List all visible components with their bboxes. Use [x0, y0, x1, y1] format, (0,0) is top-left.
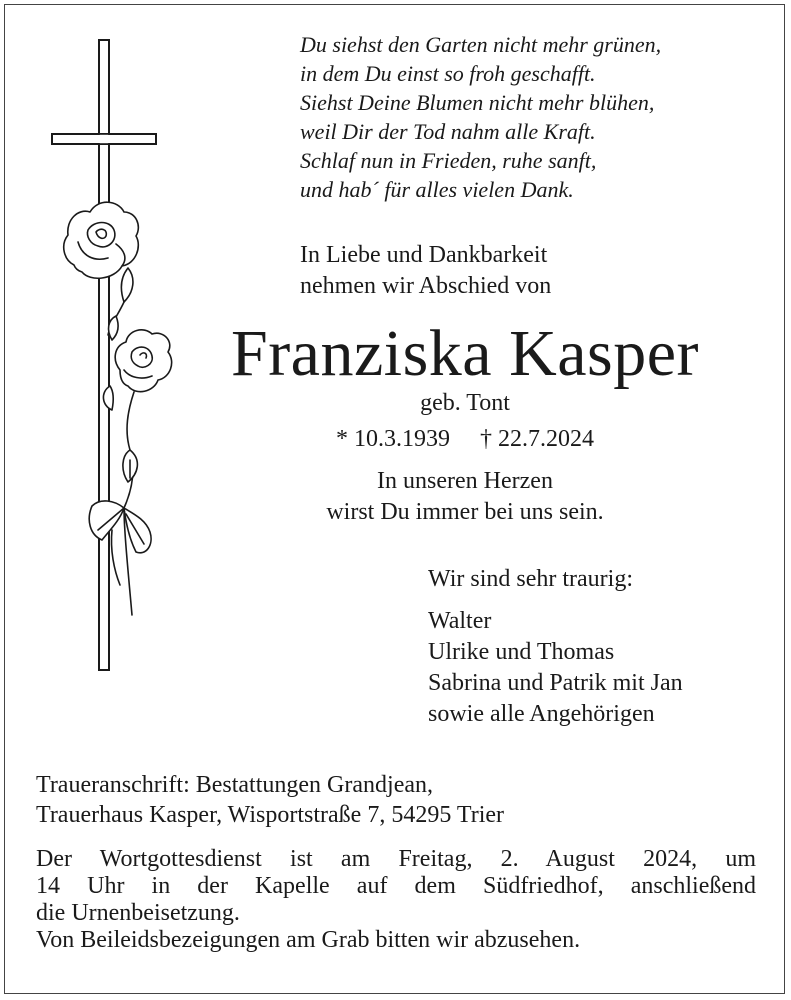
poem-line: weil Dir der Tod nahm alle Kraft.	[300, 119, 596, 144]
poem-line: Schlaf nun in Frieden, ruhe sanft,	[300, 148, 597, 173]
mourning-address	[36, 770, 756, 830]
cross-with-roses-illustration	[50, 30, 180, 680]
intro-text	[300, 240, 551, 302]
poem-line: und hab´ für alles vielen Dank.	[300, 177, 574, 202]
service-line-1: Der Wortgottesdienst ist am Freitag, 2. August 2024, um	[36, 846, 756, 872]
poem-line: Siehst Deine Blumen nicht mehr blühen,	[300, 90, 655, 115]
mourner-name: Ulrike und Thomas	[428, 639, 615, 665]
quote-line-1: In unseren Herzen	[377, 468, 553, 494]
death-date: † 22.7.2024	[480, 426, 594, 452]
quote-line-2: wirst Du immer bei uns sein.	[326, 499, 604, 525]
service-line-2: 14 Uhr in der Kapelle auf dem Südfriedhof, anschließend	[36, 873, 756, 899]
mourners-block	[428, 564, 683, 730]
birth-date: * 10.3.1939	[336, 426, 450, 452]
maiden-name: geb. Tont	[420, 390, 510, 416]
mourner-name: Sabrina und Patrik mit Jan	[428, 670, 683, 696]
address-line-2: Trauerhaus Kasper, Wisportstraße 7, 54295 Trier	[36, 802, 505, 828]
service-line-3: die Urnenbeisetzung.	[36, 900, 240, 926]
deceased-name: Franziska Kasper	[230, 317, 699, 390]
memorial-quote	[195, 466, 735, 528]
mourner-name: Walter	[428, 608, 492, 634]
service-line-4: Von Beileidsbezeigungen am Grab bitten wir abzusehen.	[36, 927, 581, 953]
mourners-heading: Wir sind sehr traurig:	[428, 566, 633, 592]
intro-line-1: In Liebe und Dankbarkeit	[300, 242, 548, 268]
mourner-name: sowie alle Angehörigen	[428, 701, 655, 727]
intro-line-2: nehmen wir Abschied von	[300, 273, 552, 299]
address-line-1: Traueranschrift: Bestattungen Grandjean,	[36, 772, 433, 798]
poem	[300, 30, 770, 204]
poem-line: Du siehst den Garten nicht mehr grünen,	[300, 32, 662, 57]
rose-icon	[64, 202, 172, 615]
poem-line: in dem Du einst so froh geschafft.	[300, 61, 596, 86]
life-dates	[195, 424, 735, 454]
service-info	[36, 846, 756, 954]
